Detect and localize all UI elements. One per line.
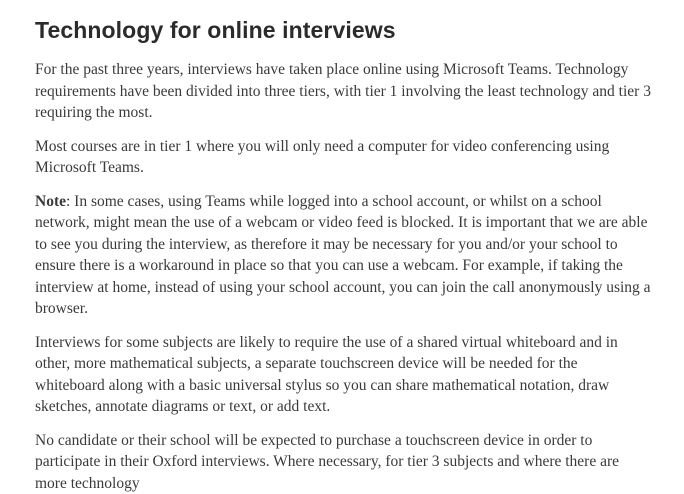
paragraph-tier1: Most courses are in tier 1 where you will only need a computer for video conferencing using Microsoft Teams. [35, 136, 651, 179]
article-section [35, 16, 651, 494]
paragraph-note [35, 191, 651, 320]
page-title: Technology for online interviews [35, 16, 651, 44]
note-text: : In some cases, using Teams while logged into a school account, or whilst on a school network, might mean the use of a webcam or video feed is blocked. It is important that we are able to see you during the interview, as therefore it may be necessary for you and/or your school to ensure there is a workaround in place so that you can use a webcam. For example, if taking the interview at home, instead of using your school account, you can join the call anonymously using a browser. [35, 193, 651, 318]
paragraph-purchase: No candidate or their school will be expected to purchase a touchscreen device in order to participate in their Oxford interviews. Where necessary, for tier 3 subjects and where there are more technology [35, 430, 651, 494]
paragraph-whiteboard: Interviews for some subjects are likely to require the use of a shared virtual whiteboard and in other, more mathematical subjects, a separate touchscreen device will be needed for the whiteboard along with a basic universal stylus so you can share mathematical notation, draw sketches, annotate diagrams or text, or add text. [35, 332, 651, 418]
paragraph-intro: For the past three years, interviews have taken place online using Microsoft Teams. Technology requirements have been divided into three tiers, with tier 1 involving the least technology and tier 3 requiring the most. [35, 59, 651, 124]
note-label: Note [35, 193, 66, 210]
